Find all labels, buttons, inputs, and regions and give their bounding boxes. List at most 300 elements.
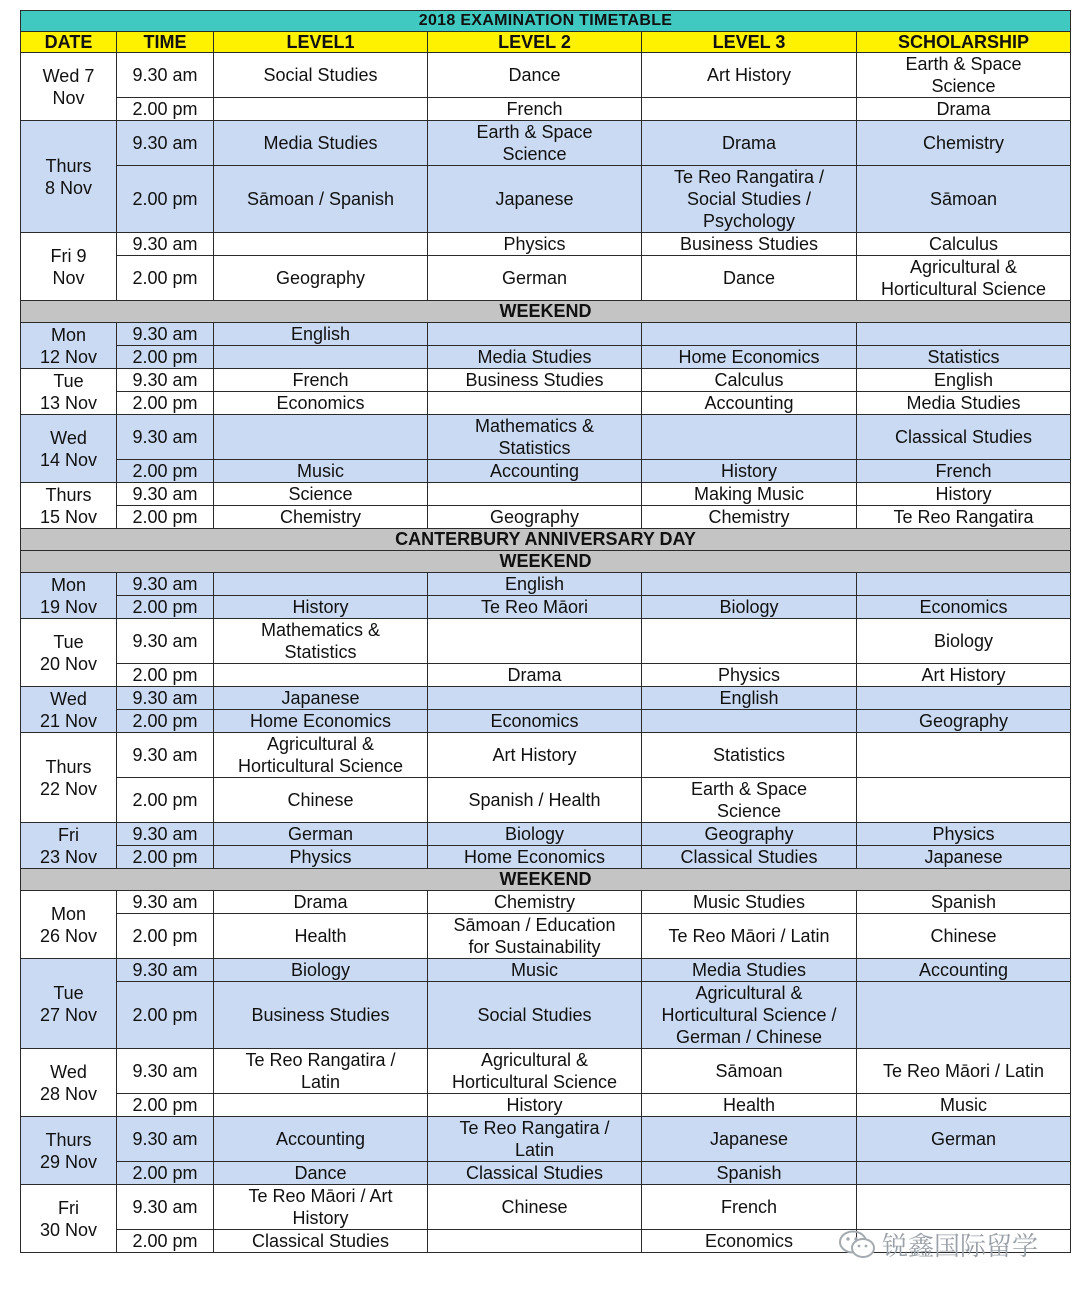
subject-line: English xyxy=(719,688,779,708)
date-cell xyxy=(21,687,117,733)
table-row xyxy=(21,891,1071,914)
level2-cell xyxy=(428,323,642,346)
header-level2: LEVEL 2 xyxy=(428,32,642,53)
level1-cell xyxy=(214,664,428,687)
subject-line: Accounting xyxy=(489,461,580,481)
subject-line: German / Chinese xyxy=(675,1027,823,1047)
level3-cell xyxy=(642,596,857,619)
subject-line: Physics xyxy=(717,665,780,685)
table-row xyxy=(21,98,1071,121)
level2-cell xyxy=(428,1117,642,1162)
level2-cell xyxy=(428,166,642,233)
header-level1: LEVEL1 xyxy=(214,32,428,53)
subject-line: French xyxy=(935,461,992,481)
level2-cell xyxy=(428,664,642,687)
subject-line: Economics xyxy=(704,1231,794,1251)
level1-cell xyxy=(214,687,428,710)
scholarship-cell xyxy=(857,1117,1071,1162)
scholarship-cell xyxy=(857,1185,1071,1230)
level2-cell xyxy=(428,233,642,256)
time-cell: 2.00 pm xyxy=(117,256,214,301)
date-line: 21 Nov xyxy=(39,710,98,731)
subject-line: Accounting xyxy=(704,393,794,413)
subject-line: German xyxy=(287,824,354,844)
level1-cell xyxy=(214,1230,428,1253)
subject-line: Geography xyxy=(489,507,580,527)
subject-line: Dance xyxy=(508,65,561,85)
table-row xyxy=(21,733,1071,778)
subject-line: History xyxy=(935,484,992,504)
scholarship-cell xyxy=(857,460,1071,483)
time-cell: 2.00 pm xyxy=(117,914,214,959)
scholarship-cell xyxy=(857,573,1071,596)
subject-line: Te Reo Rangatira / xyxy=(673,167,825,187)
date-line: 29 Nov xyxy=(39,1151,98,1172)
level1-cell xyxy=(214,596,428,619)
date-cell xyxy=(21,823,117,869)
subject-line: Spanish / Health xyxy=(468,790,601,810)
subject-line: Agricultural & xyxy=(909,257,1018,277)
level2-cell xyxy=(428,121,642,166)
subject-line: Biology xyxy=(504,824,565,844)
subject-line: Music xyxy=(940,1095,988,1115)
time-cell: 9.30 am xyxy=(117,619,214,664)
level2-cell xyxy=(428,710,642,733)
scholarship-cell xyxy=(857,233,1071,256)
subject-line: Statistics xyxy=(284,642,357,662)
date-cell xyxy=(21,891,117,959)
date-line: Fri 9 xyxy=(50,245,87,266)
subject-line: Sāmoan xyxy=(929,189,998,209)
time-cell: 2.00 pm xyxy=(117,392,214,415)
level2-cell xyxy=(428,256,642,301)
subject-line: Business Studies xyxy=(465,370,604,390)
level3-cell xyxy=(642,1094,857,1117)
level3-cell xyxy=(642,573,857,596)
subject-line: Classical Studies xyxy=(251,1231,390,1251)
scholarship-cell xyxy=(857,166,1071,233)
level1-cell xyxy=(214,166,428,233)
time-cell: 9.30 am xyxy=(117,891,214,914)
date-line: Mon xyxy=(50,574,86,595)
level2-cell xyxy=(428,914,642,959)
time-cell: 9.30 am xyxy=(117,121,214,166)
level3-cell xyxy=(642,53,857,98)
level3-cell xyxy=(642,1049,857,1094)
scholarship-cell xyxy=(857,346,1071,369)
separator-label: WEEKEND xyxy=(21,301,1071,323)
date-cell xyxy=(21,233,117,301)
timetable-title: 2018 EXAMINATION TIMETABLE xyxy=(21,11,1071,32)
table-row xyxy=(21,778,1071,823)
level3-cell xyxy=(642,415,857,460)
level3-cell xyxy=(642,483,857,506)
level2-cell xyxy=(428,1049,642,1094)
subject-line: Sāmoan / Spanish xyxy=(246,189,395,209)
subject-line: Health xyxy=(722,1095,776,1115)
time-cell: 2.00 pm xyxy=(117,506,214,529)
level3-cell xyxy=(642,506,857,529)
level2-cell xyxy=(428,415,642,460)
scholarship-cell xyxy=(857,392,1071,415)
date-line: Wed xyxy=(50,688,87,709)
level2-cell xyxy=(428,460,642,483)
time-cell: 9.30 am xyxy=(117,415,214,460)
date-line: Mon xyxy=(50,324,86,345)
level3-cell xyxy=(642,346,857,369)
subject-line: German xyxy=(501,268,568,288)
separator-row xyxy=(21,551,1071,573)
time-cell: 2.00 pm xyxy=(117,166,214,233)
level3-cell xyxy=(642,687,857,710)
subject-line: Health xyxy=(294,926,347,946)
scholarship-cell xyxy=(857,323,1071,346)
table-row xyxy=(21,573,1071,596)
scholarship-cell xyxy=(857,369,1071,392)
scholarship-cell xyxy=(857,1094,1071,1117)
wechat-icon xyxy=(838,1230,876,1260)
scholarship-cell xyxy=(857,619,1071,664)
date-cell xyxy=(21,323,117,369)
time-cell: 9.30 am xyxy=(117,483,214,506)
subject-line: Art History xyxy=(492,745,577,765)
table-row xyxy=(21,710,1071,733)
level3-cell xyxy=(642,891,857,914)
subject-line: Earth & Space xyxy=(905,54,1022,74)
subject-line: Chemistry xyxy=(708,507,790,527)
time-cell: 2.00 pm xyxy=(117,846,214,869)
subject-line: Business Studies xyxy=(679,234,819,254)
subject-line: Horticultural Science xyxy=(451,1072,618,1092)
scholarship-cell xyxy=(857,982,1071,1049)
level1-cell xyxy=(214,415,428,460)
subject-line: Music xyxy=(296,461,344,481)
table-row xyxy=(21,392,1071,415)
subject-line: Psychology xyxy=(702,211,796,231)
table-row xyxy=(21,596,1071,619)
date-line: 14 Nov xyxy=(39,449,98,470)
table-row xyxy=(21,415,1071,460)
date-line: 13 Nov xyxy=(39,392,98,413)
subject-line: Agricultural & xyxy=(480,1050,589,1070)
time-cell: 9.30 am xyxy=(117,959,214,982)
level3-cell xyxy=(642,1117,857,1162)
time-cell: 9.30 am xyxy=(117,233,214,256)
scholarship-cell xyxy=(857,959,1071,982)
level1-cell xyxy=(214,392,428,415)
level3-cell xyxy=(642,664,857,687)
time-cell: 9.30 am xyxy=(117,323,214,346)
level2-cell xyxy=(428,982,642,1049)
table-row xyxy=(21,846,1071,869)
time-cell: 9.30 am xyxy=(117,687,214,710)
level2-cell xyxy=(428,98,642,121)
level3-cell xyxy=(642,710,857,733)
subject-line: for Sustainability xyxy=(468,937,601,957)
scholarship-cell xyxy=(857,1049,1071,1094)
subject-line: Chemistry xyxy=(279,507,361,527)
date-line: 12 Nov xyxy=(39,346,98,367)
header-time: TIME xyxy=(117,32,214,53)
scholarship-cell xyxy=(857,53,1071,98)
exam-timetable xyxy=(20,10,1071,1253)
date-cell xyxy=(21,1117,117,1185)
subject-line: Geography xyxy=(918,711,1009,731)
level2-cell xyxy=(428,392,642,415)
scholarship-cell xyxy=(857,846,1071,869)
level3-cell xyxy=(642,1230,857,1253)
level3-cell xyxy=(642,460,857,483)
scholarship-cell xyxy=(857,733,1071,778)
subject-line: Accounting xyxy=(275,1129,366,1149)
table-row xyxy=(21,506,1071,529)
subject-line: Te Reo Rangatira xyxy=(893,507,1034,527)
subject-line: Latin xyxy=(300,1072,341,1092)
watermark xyxy=(838,1226,1038,1263)
subject-line: History xyxy=(506,1095,563,1115)
scholarship-cell xyxy=(857,914,1071,959)
table-row xyxy=(21,959,1071,982)
level2-cell xyxy=(428,733,642,778)
subject-line: Home Economics xyxy=(249,711,392,731)
date-cell xyxy=(21,573,117,619)
level3-cell xyxy=(642,619,857,664)
scholarship-cell xyxy=(857,823,1071,846)
level3-cell xyxy=(642,1185,857,1230)
date-cell xyxy=(21,1185,117,1253)
date-line: 8 Nov xyxy=(44,177,93,198)
subject-line: Earth & Space xyxy=(476,122,593,142)
level1-cell xyxy=(214,914,428,959)
subject-line: Mathematics & xyxy=(474,416,595,436)
subject-line: History xyxy=(292,597,349,617)
subject-line: Social Studies / xyxy=(686,189,812,209)
subject-line: English xyxy=(933,370,994,390)
subject-line: Physics xyxy=(503,234,566,254)
level3-cell xyxy=(642,914,857,959)
level1-cell xyxy=(214,233,428,256)
level1-cell xyxy=(214,573,428,596)
time-cell: 9.30 am xyxy=(117,1117,214,1162)
date-line: 19 Nov xyxy=(39,596,98,617)
level3-cell xyxy=(642,98,857,121)
subject-line: Horticultural Science xyxy=(880,279,1047,299)
subject-line: Te Reo Māori / Latin xyxy=(668,926,830,946)
subject-line: Science xyxy=(502,144,567,164)
subject-line: Classical Studies xyxy=(680,847,818,867)
date-line: Tue xyxy=(53,370,84,391)
level1-cell xyxy=(214,506,428,529)
level2-cell xyxy=(428,506,642,529)
separator-label: WEEKEND xyxy=(21,551,1071,573)
watermark-text: 锐鑫国际留学 xyxy=(882,1231,1039,1261)
date-line: 22 Nov xyxy=(39,778,98,799)
table-row xyxy=(21,53,1071,98)
level3-cell xyxy=(642,959,857,982)
subject-line: Economics xyxy=(276,393,365,413)
subject-line: Te Reo Māori xyxy=(480,597,589,617)
level2-cell xyxy=(428,53,642,98)
separator-row xyxy=(21,301,1071,323)
table-row xyxy=(21,256,1071,301)
subject-line: Calculus xyxy=(714,370,784,390)
subject-line: Calculus xyxy=(929,234,999,254)
subject-line: Te Reo Māori / Art xyxy=(248,1186,393,1206)
date-cell xyxy=(21,733,117,823)
subject-line: Statistics xyxy=(498,438,571,458)
header-scholarship: SCHOLARSHIP xyxy=(857,32,1071,53)
level1-cell xyxy=(214,1185,428,1230)
time-cell: 2.00 pm xyxy=(117,460,214,483)
time-cell: 2.00 pm xyxy=(117,664,214,687)
table-row xyxy=(21,664,1071,687)
level1-cell xyxy=(214,1162,428,1185)
level2-cell xyxy=(428,619,642,664)
level2-cell xyxy=(428,1185,642,1230)
date-line: Fri xyxy=(58,1197,79,1218)
subject-line: Chinese xyxy=(287,790,354,810)
scholarship-cell xyxy=(857,1162,1071,1185)
header-date: DATE xyxy=(21,32,117,53)
subject-line: Science xyxy=(288,484,353,504)
level2-cell xyxy=(428,346,642,369)
date-line: Thurs xyxy=(45,1129,92,1150)
subject-line: Media Studies xyxy=(477,347,592,367)
level1-cell xyxy=(214,323,428,346)
date-line: Nov xyxy=(52,267,85,288)
date-line: 26 Nov xyxy=(39,925,98,946)
date-line: 28 Nov xyxy=(39,1083,98,1104)
scholarship-cell xyxy=(857,506,1071,529)
subject-line: Sāmoan / Education xyxy=(453,915,616,935)
level1-cell xyxy=(214,121,428,166)
subject-line: Spanish xyxy=(930,892,997,912)
level1-cell xyxy=(214,778,428,823)
subject-line: Art History xyxy=(706,65,791,85)
level1-cell xyxy=(214,460,428,483)
level3-cell xyxy=(642,846,857,869)
table-row xyxy=(21,233,1071,256)
subject-line: Dance xyxy=(722,268,776,288)
level3-cell xyxy=(642,392,857,415)
subject-line: Dance xyxy=(294,1163,347,1183)
date-cell xyxy=(21,1049,117,1117)
subject-line: Media Studies xyxy=(906,393,1021,413)
level1-cell xyxy=(214,53,428,98)
date-cell xyxy=(21,415,117,483)
level3-cell xyxy=(642,778,857,823)
date-line: 23 Nov xyxy=(39,846,98,867)
subject-line: Geography xyxy=(275,268,366,288)
header-level3: LEVEL 3 xyxy=(642,32,857,53)
subject-line: Sāmoan xyxy=(715,1061,783,1081)
level3-cell xyxy=(642,982,857,1049)
level2-cell xyxy=(428,823,642,846)
subject-line: German xyxy=(931,1129,997,1149)
date-cell xyxy=(21,121,117,233)
subject-line: Physics xyxy=(932,824,995,844)
table-row xyxy=(21,1049,1071,1094)
subject-line: Science xyxy=(716,801,782,821)
date-line: 15 Nov xyxy=(39,506,98,527)
subject-line: History xyxy=(720,461,777,481)
subject-line: Te Reo Māori / Latin xyxy=(882,1061,1045,1081)
subject-line: Business Studies xyxy=(251,1005,390,1025)
table-row xyxy=(21,1094,1071,1117)
level2-cell xyxy=(428,778,642,823)
table-row xyxy=(21,166,1071,233)
scholarship-cell xyxy=(857,415,1071,460)
level3-cell xyxy=(642,323,857,346)
subject-line: Japanese xyxy=(281,688,360,708)
table-row xyxy=(21,1117,1071,1162)
subject-line: Media Studies xyxy=(691,960,807,980)
level3-cell xyxy=(642,233,857,256)
subject-line: Economics xyxy=(490,711,579,731)
date-line: 20 Nov xyxy=(39,653,98,674)
level1-cell xyxy=(214,1117,428,1162)
subject-line: Classical Studies xyxy=(465,1163,604,1183)
time-cell: 2.00 pm xyxy=(117,778,214,823)
subject-line: Earth & Space xyxy=(690,779,808,799)
table-row xyxy=(21,687,1071,710)
subject-line: Music xyxy=(510,960,558,980)
date-line: Wed 7 xyxy=(42,65,95,86)
separator-label: WEEKEND xyxy=(21,869,1071,891)
subject-line: History xyxy=(292,1208,349,1228)
subject-line: Drama xyxy=(293,892,348,912)
scholarship-cell xyxy=(857,483,1071,506)
date-line: 27 Nov xyxy=(39,1004,98,1025)
subject-line: Spanish xyxy=(716,1163,782,1183)
date-line: Thurs xyxy=(45,756,92,777)
subject-line: Accounting xyxy=(918,960,1009,980)
subject-line: Agricultural & xyxy=(266,734,375,754)
table-row xyxy=(21,121,1071,166)
subject-line: Physics xyxy=(289,847,352,867)
level2-cell xyxy=(428,891,642,914)
table-row xyxy=(21,369,1071,392)
subject-line: Chinese xyxy=(930,926,997,946)
date-cell xyxy=(21,959,117,1049)
header-row xyxy=(21,32,1071,53)
subject-line: Home Economics xyxy=(678,347,820,367)
time-cell: 2.00 pm xyxy=(117,346,214,369)
subject-line: Chinese xyxy=(501,1197,568,1217)
subject-line: Biology xyxy=(719,597,779,617)
table-row xyxy=(21,483,1071,506)
table-row xyxy=(21,346,1071,369)
level3-cell xyxy=(642,121,857,166)
subject-line: Chemistry xyxy=(923,133,1005,153)
level1-cell xyxy=(214,733,428,778)
level2-cell xyxy=(428,1094,642,1117)
level1-cell xyxy=(214,1049,428,1094)
time-cell: 9.30 am xyxy=(117,53,214,98)
date-cell xyxy=(21,483,117,529)
level2-cell xyxy=(428,846,642,869)
scholarship-cell xyxy=(857,687,1071,710)
subject-line: English xyxy=(504,574,565,594)
date-line: Thurs xyxy=(45,484,92,505)
scholarship-cell xyxy=(857,121,1071,166)
scholarship-cell xyxy=(857,596,1071,619)
separator-row xyxy=(21,529,1071,551)
subject-line: Classical Studies xyxy=(894,427,1033,447)
time-cell: 9.30 am xyxy=(117,733,214,778)
subject-line: Mathematics & xyxy=(260,620,381,640)
table-row xyxy=(21,1162,1071,1185)
